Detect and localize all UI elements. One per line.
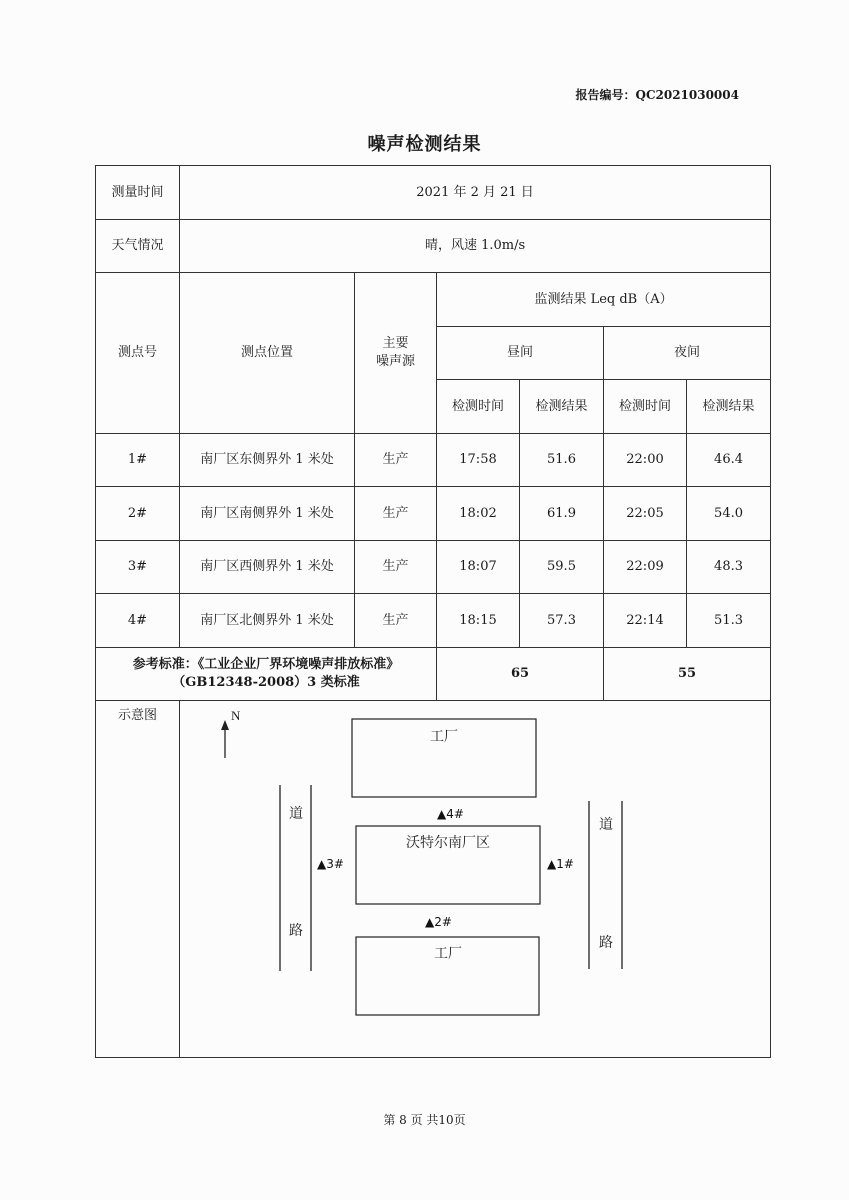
point-no: 4# [96, 594, 180, 648]
header-day: 昼间 [437, 327, 604, 380]
night-time: 22:09 [604, 541, 687, 594]
noise-source: 生产 [355, 541, 437, 594]
measure-time-label: 测量时间 [96, 166, 180, 220]
day-result: 51.6 [520, 434, 604, 487]
left-road-char-2: 路 [289, 923, 303, 939]
header-source: 主要 噪声源 [355, 273, 437, 434]
factory-bottom-label: 工厂 [434, 946, 462, 962]
factory-top-label: 工厂 [430, 729, 458, 745]
factory-main-label: 沃特尔南厂区 [406, 835, 490, 851]
day-result: 57.3 [520, 594, 604, 648]
night-limit: 55 [604, 648, 771, 701]
point-location: 南厂区南侧界外 1 米处 [180, 487, 355, 541]
north-label: N [231, 708, 241, 723]
page-footer: 第 8 页 共10页 [383, 1113, 466, 1127]
weather-value: 晴，风速 1.0m/s [180, 220, 771, 273]
point-3-marker: ▲3# [317, 857, 344, 871]
noise-source: 生产 [355, 594, 437, 648]
day-time: 18:15 [437, 594, 520, 648]
night-result: 51.3 [687, 594, 771, 648]
header-day-time: 检测时间 [437, 380, 520, 434]
noise-source: 生产 [355, 487, 437, 541]
night-result: 48.3 [687, 541, 771, 594]
point-location: 南厂区东侧界外 1 米处 [180, 434, 355, 487]
point-4-marker: ▲4# [437, 807, 464, 821]
day-time: 18:02 [437, 487, 520, 541]
north-arrow-icon [221, 720, 229, 758]
site-diagram [180, 701, 770, 1056]
point-location: 南厂区西侧界外 1 米处 [180, 541, 355, 594]
header-row-1 [96, 273, 771, 327]
table-row [96, 541, 771, 594]
night-result: 46.4 [687, 434, 771, 487]
header-result-group: 监测结果 Leq dB（A） [437, 273, 771, 327]
diagram-row [96, 701, 771, 1058]
header-location: 测点位置 [180, 273, 355, 434]
day-time: 17:58 [437, 434, 520, 487]
weather-row [96, 220, 771, 273]
standard-row [96, 648, 771, 701]
noise-result-table [95, 165, 771, 1058]
measure-time-value: 2021 年 2 月 21 日 [180, 166, 771, 220]
point-1-marker: ▲1# [547, 857, 574, 871]
right-road-char-2: 路 [599, 935, 613, 951]
noise-source: 生产 [355, 434, 437, 487]
night-time: 22:05 [604, 487, 687, 541]
diagram-label: 示意图 [96, 701, 180, 1058]
header-night-time: 检测时间 [604, 380, 687, 434]
table-row [96, 487, 771, 541]
measure-time-row [96, 166, 771, 220]
point-no: 3# [96, 541, 180, 594]
diagram-cell [180, 701, 771, 1058]
day-time: 18:07 [437, 541, 520, 594]
day-result: 61.9 [520, 487, 604, 541]
point-no: 1# [96, 434, 180, 487]
standard-reference [96, 648, 437, 701]
night-time: 22:00 [604, 434, 687, 487]
right-road-char-1: 道 [599, 817, 613, 833]
day-result: 59.5 [520, 541, 604, 594]
header-day-result: 检测结果 [520, 380, 604, 434]
document-title: 噪声检测结果 [367, 134, 482, 155]
table-row [96, 434, 771, 487]
report-number: 报告编号：QC2021030004 [575, 88, 739, 102]
header-night: 夜间 [604, 327, 771, 380]
point-location: 南厂区北侧界外 1 米处 [180, 594, 355, 648]
site-diagram-svg [180, 701, 770, 1056]
point-2-marker: ▲2# [425, 915, 452, 929]
point-no: 2# [96, 487, 180, 541]
standard-line-1: 参考标准：《工业企业厂界环境噪声排放标准》 [132, 657, 400, 673]
day-limit: 65 [437, 648, 604, 701]
night-result: 54.0 [687, 487, 771, 541]
weather-label: 天气情况 [96, 220, 180, 273]
header-point-no: 测点号 [96, 273, 180, 434]
night-time: 22:14 [604, 594, 687, 648]
header-night-result: 检测结果 [687, 380, 771, 434]
left-road-char-1: 道 [289, 806, 303, 822]
table-row [96, 594, 771, 648]
standard-line-2: （GB12348-2008）3 类标准 [172, 675, 360, 690]
